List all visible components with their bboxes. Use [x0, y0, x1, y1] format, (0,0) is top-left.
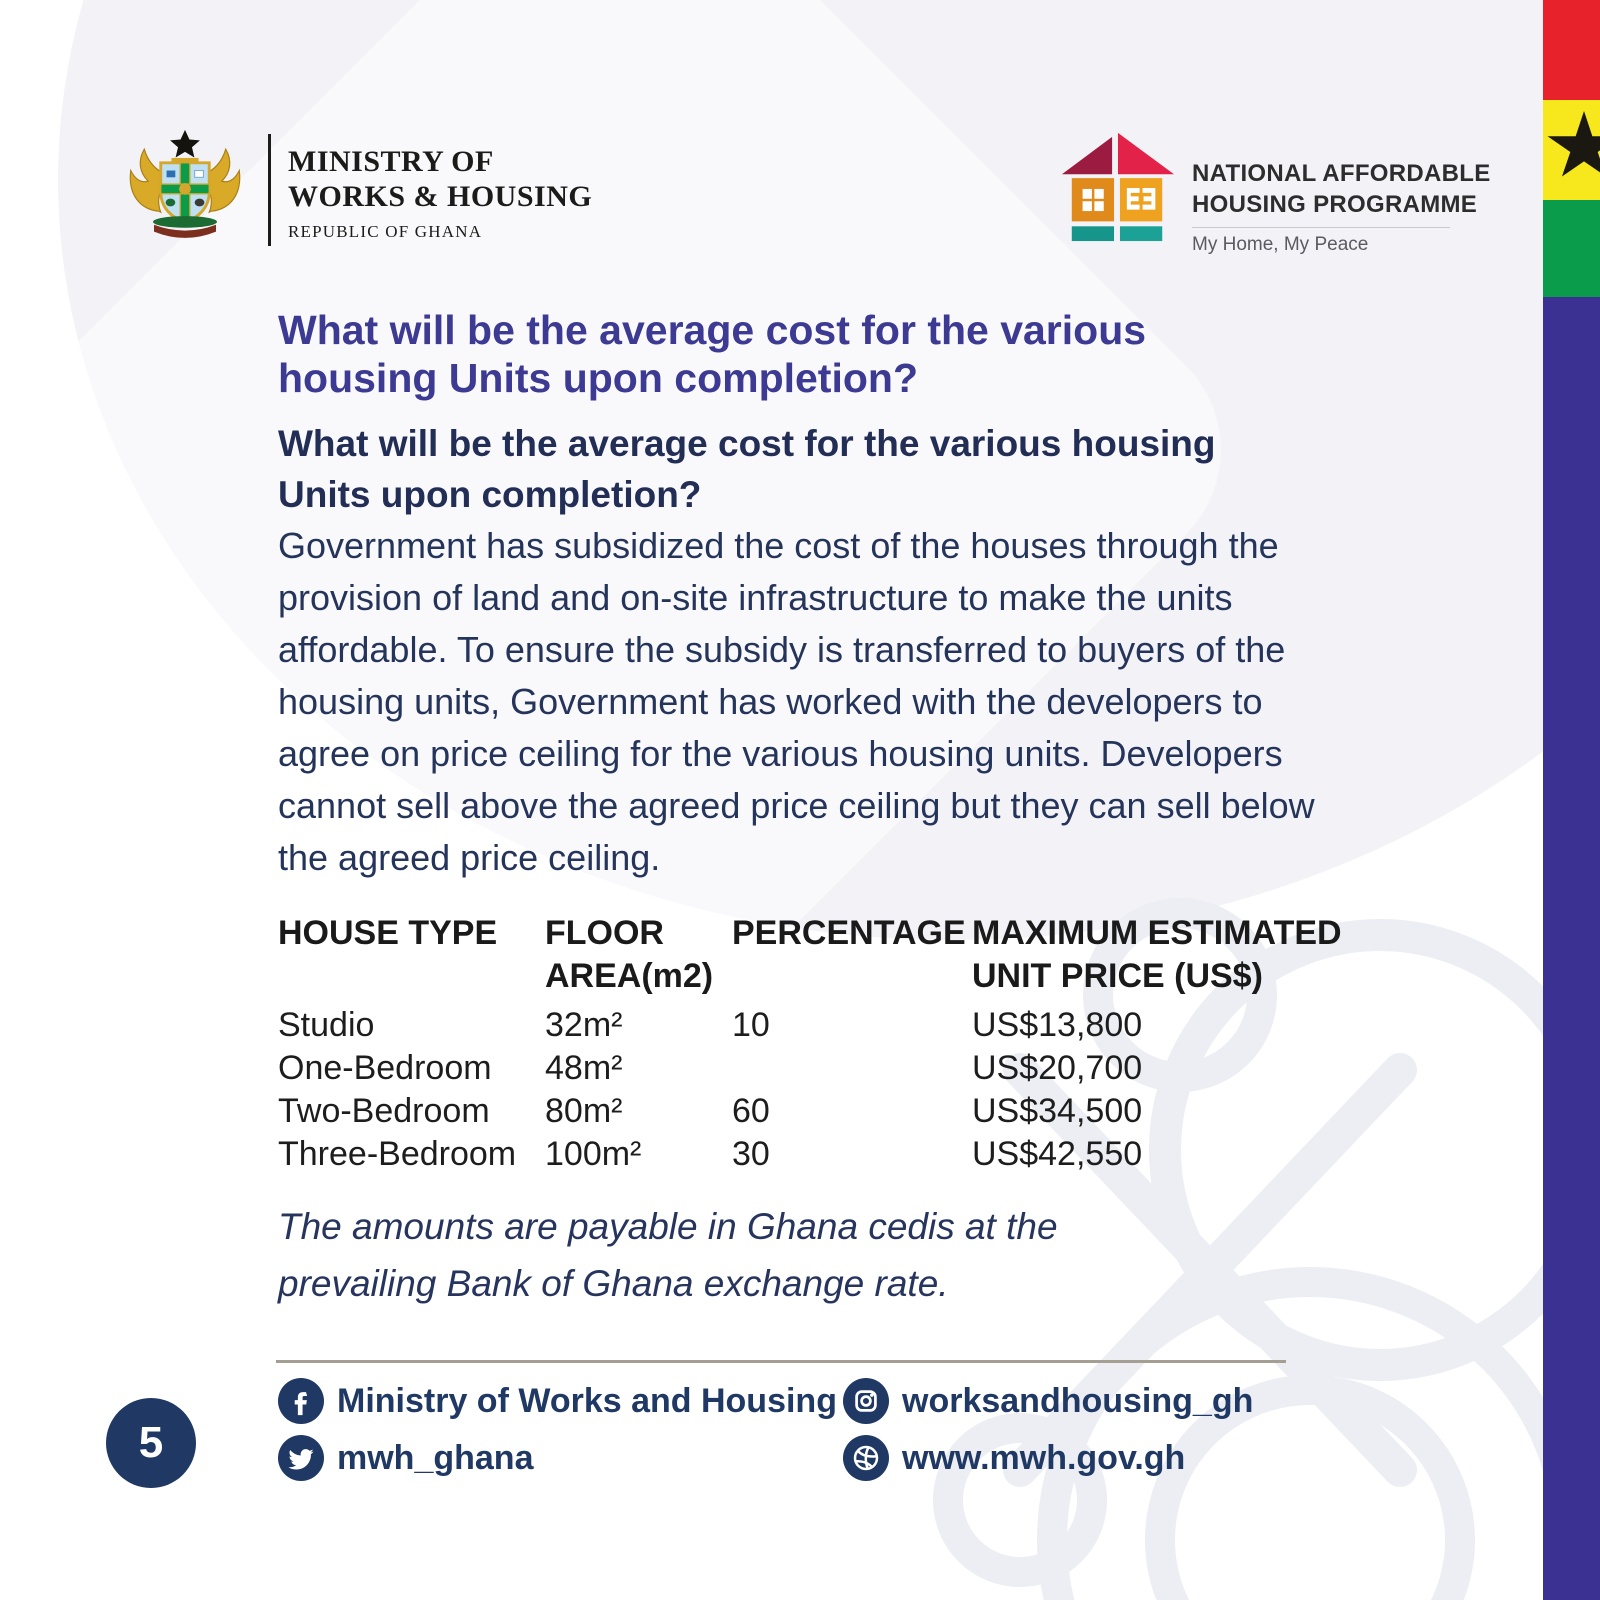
col-header-max-price: MAXIMUM ESTIMATED UNIT PRICE (US$)	[972, 914, 1342, 995]
table-cell: 32m²	[545, 1006, 623, 1044]
footer-social-links	[278, 1378, 1253, 1481]
ministry-name-line2: WORKS & HOUSING	[288, 180, 593, 213]
table-cell: 10	[732, 1006, 770, 1044]
ministry-subtitle: REPUBLIC OF GHANA	[288, 222, 483, 241]
housing-programme-house-icon	[1058, 128, 1176, 244]
instagram-icon	[843, 1378, 889, 1424]
table-cell: Three-Bedroom	[278, 1135, 517, 1173]
flag-green-band	[1543, 200, 1600, 297]
col-header-percentage: PERCENTAGE	[732, 914, 966, 952]
facebook-link[interactable]	[278, 1378, 843, 1424]
currency-note: The amounts are payable in Ghana cedis at the prevailing Bank of Ghana exchange rate.	[278, 1206, 1058, 1304]
table-cell: US$13,800	[972, 1006, 1143, 1044]
col-header-house-type: HOUSE TYPE	[278, 914, 498, 952]
instagram-link[interactable]	[843, 1378, 1253, 1424]
page-number-badge	[106, 1398, 196, 1488]
table-cell: Two-Bedroom	[278, 1092, 490, 1130]
globe-icon	[843, 1435, 889, 1481]
programme-tagline: My Home, My Peace	[1192, 234, 1369, 255]
programme-name-line2: HOUSING PROGRAMME	[1192, 191, 1478, 218]
header-divider	[268, 134, 271, 246]
ghana-flag-stripe	[1543, 0, 1600, 1600]
table-cell: US$20,700	[972, 1049, 1143, 1087]
table-cell: 80m²	[545, 1092, 623, 1130]
ministry-name-line1: MINISTRY OF	[288, 145, 494, 178]
programme-wordmark	[1192, 158, 1491, 256]
twitter-icon	[278, 1435, 324, 1481]
flag-blue-band	[1543, 297, 1600, 1600]
programme-rule	[1192, 227, 1450, 228]
table-cell	[732, 1047, 972, 1090]
flag-red-band	[1543, 0, 1600, 100]
table-cell: 30	[732, 1135, 770, 1173]
page-title: What will be the average cost for the various housing Units upon completion?	[278, 307, 1147, 401]
answer-paragraph: Government has subsidized the cost of the houses through the provision of land and on-site infrastructure to make the units affordable. To ensure the subsidy is transferred to buyers of the housing units, Government has worked with the developers to agree on price ceiling for the various housing units. Developers cannot sell above the agreed price ceiling but they can sell below the agreed price ceiling.	[278, 525, 1315, 878]
twitter-link[interactable]	[278, 1435, 843, 1481]
table-cell: Studio	[278, 1006, 375, 1044]
col-header-floor-area: FLOOR AREA(m2)	[545, 914, 714, 995]
ministry-wordmark	[288, 144, 592, 242]
table-cell: One-Bedroom	[278, 1049, 492, 1087]
ghana-coat-of-arms-icon	[122, 126, 248, 248]
footer-divider	[276, 1360, 1286, 1363]
page-number: 5	[138, 1418, 164, 1467]
table-cell: 100m²	[545, 1135, 642, 1173]
table-cell: 60	[732, 1092, 770, 1130]
twitter-handle: mwh_ghana	[337, 1438, 534, 1477]
instagram-handle: worksandhousing_gh	[902, 1381, 1254, 1420]
programme-name-line1: NATIONAL AFFORDABLE	[1192, 160, 1491, 187]
table-cell: US$42,550	[972, 1135, 1143, 1173]
website-url: www.mwh.gov.gh	[902, 1438, 1186, 1477]
facebook-icon	[278, 1378, 324, 1424]
website-link[interactable]	[843, 1435, 1253, 1481]
table-cell: US$34,500	[972, 1092, 1143, 1130]
table-cell: 48m²	[545, 1049, 623, 1087]
facebook-handle: Ministry of Works and Housing	[337, 1381, 837, 1420]
price-table	[278, 912, 1392, 1176]
question-heading: What will be the average cost for the various housing Units upon completion?	[278, 423, 1216, 515]
